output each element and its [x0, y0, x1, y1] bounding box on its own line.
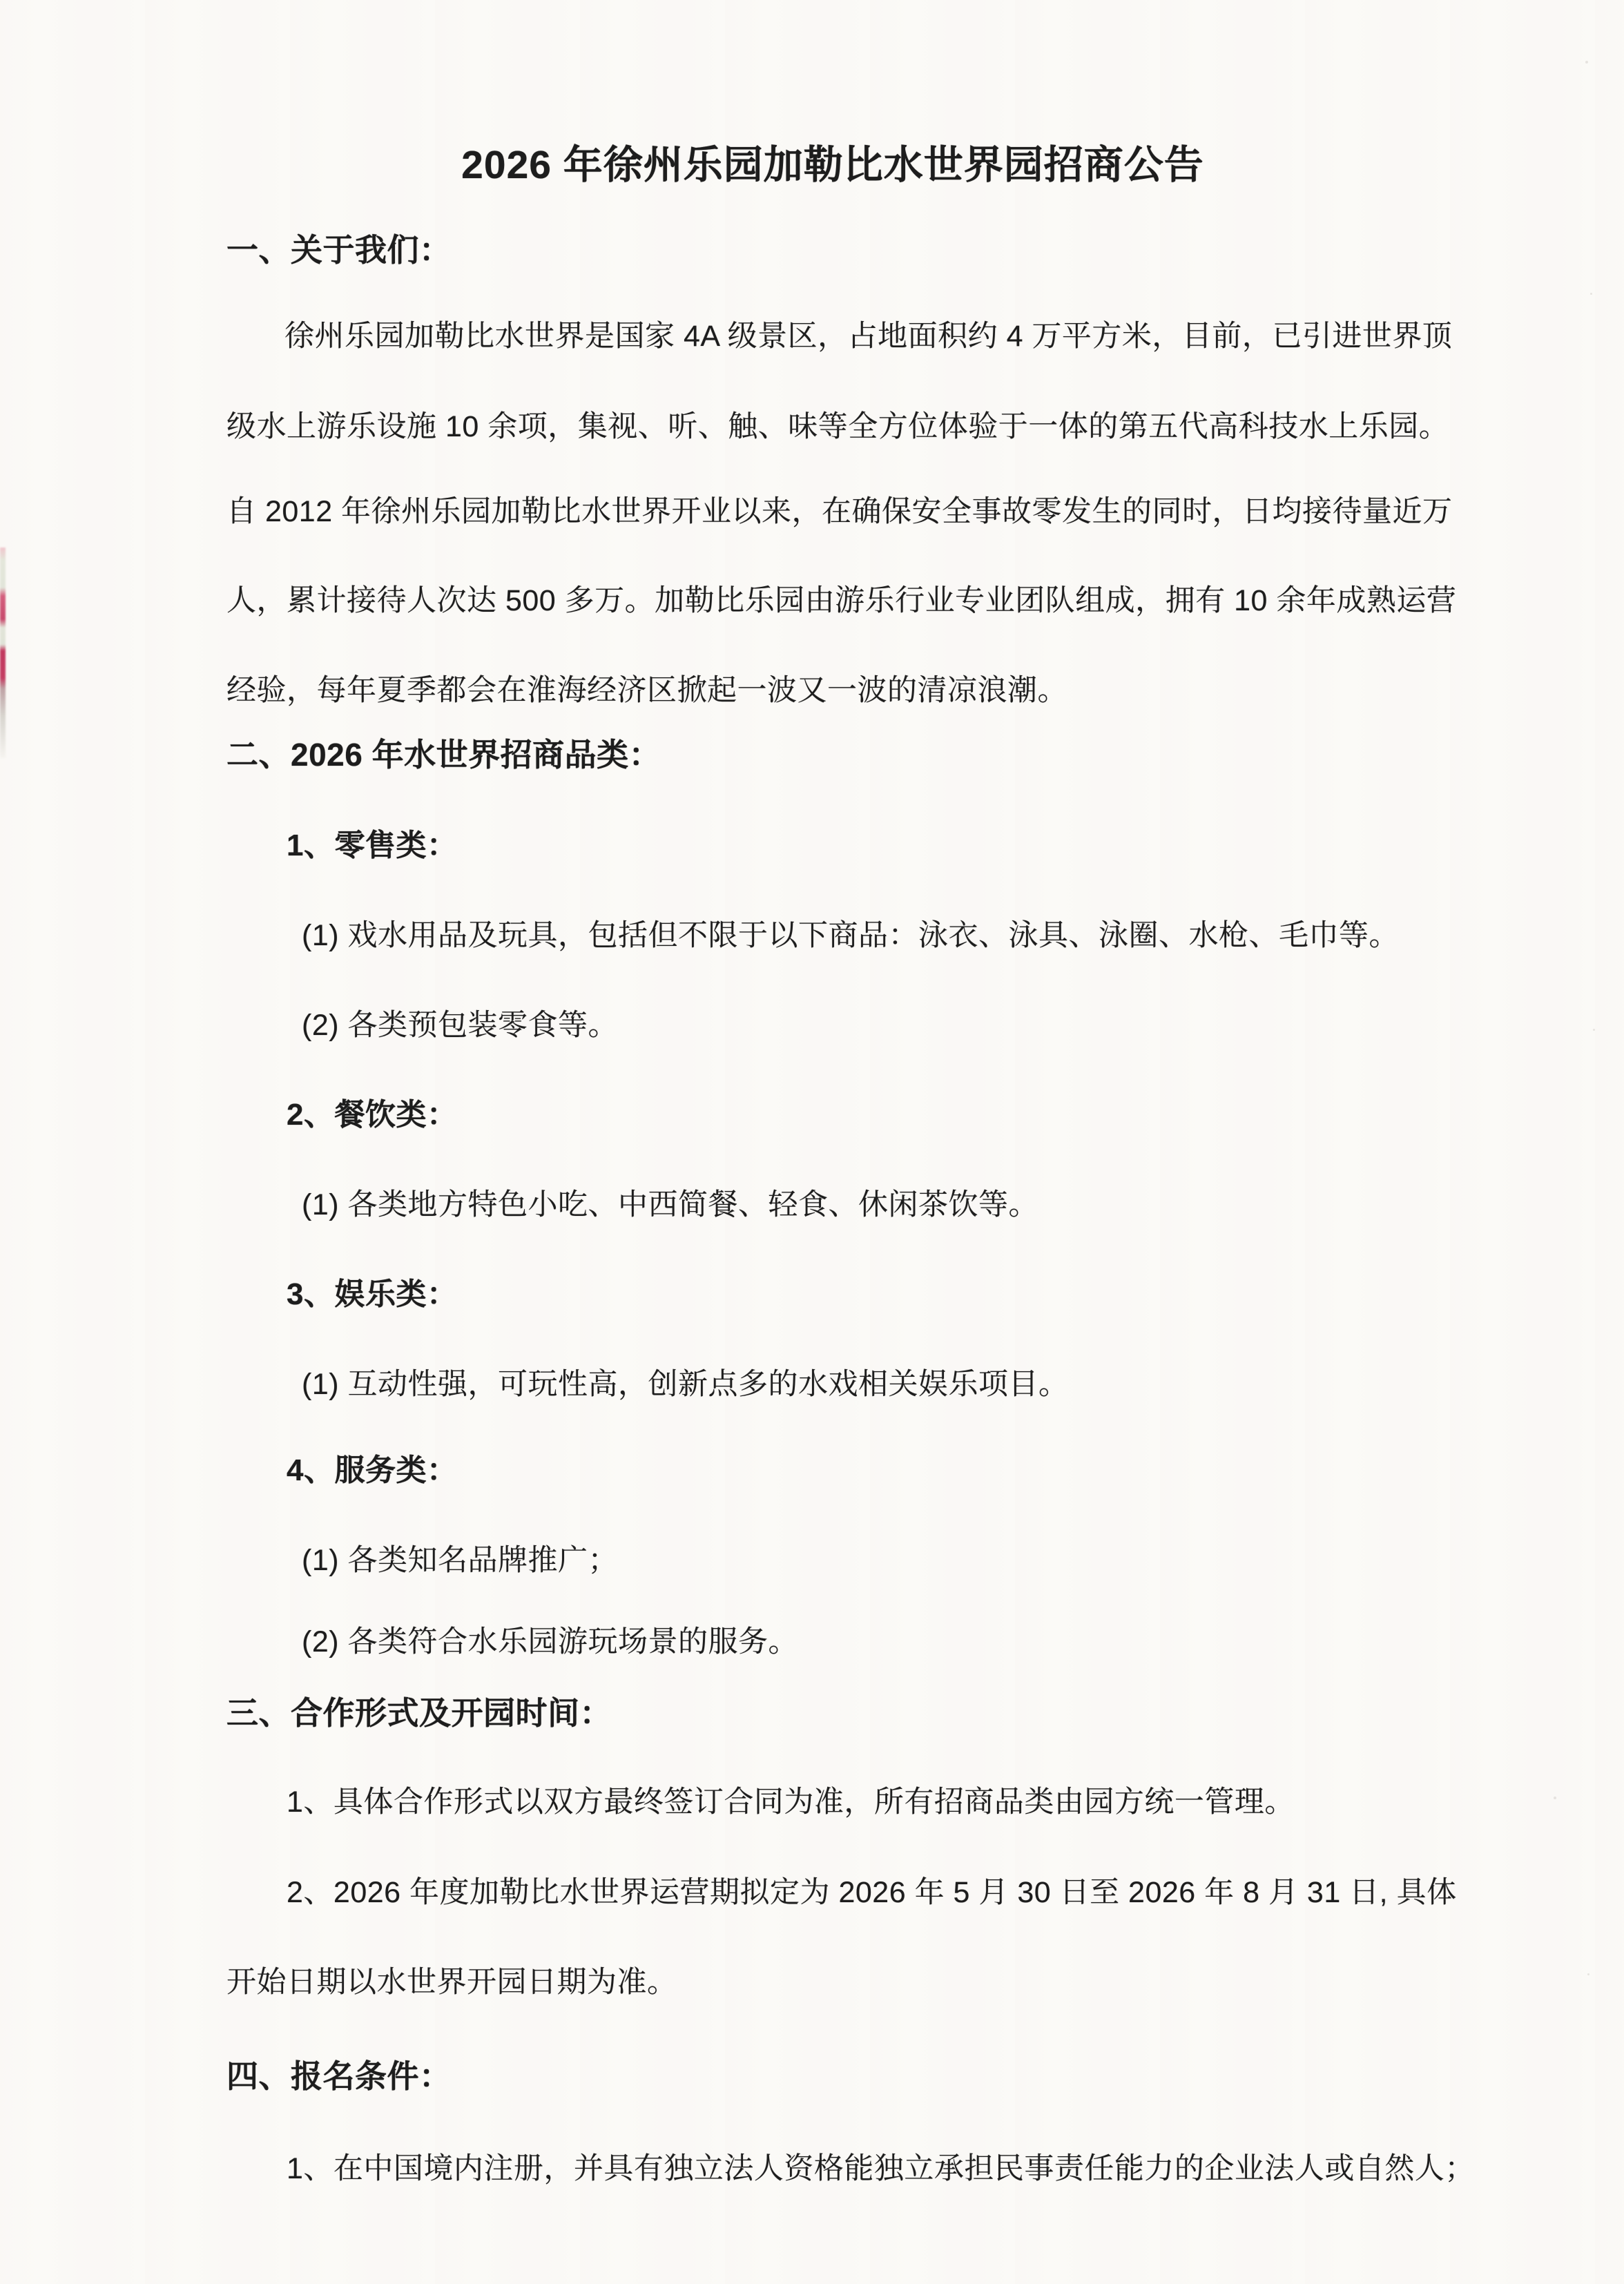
- category-subheading-service: 4、服务类：: [287, 1453, 458, 1487]
- category-subheading-entertainment: 3、娱乐类：: [287, 1277, 458, 1311]
- category-subheading-food: 2、餐饮类：: [287, 1098, 458, 1132]
- scan-speck: [1554, 1797, 1556, 1799]
- category-item: (1) 各类地方特色小吃、中西简餐、轻食、休闲茶饮等。: [302, 1188, 1038, 1221]
- category-subheading-retail: 1、零售类：: [287, 829, 458, 862]
- category-item: (1) 互动性强，可玩性高，创新点多的水戏相关娱乐项目。: [302, 1368, 1069, 1401]
- signup-item-line: 1、在中国境内注册，并具有独立法人资格能独立承担民事责任能力的企业法人或自然人；: [287, 2152, 1475, 2185]
- about-paragraph-line: 经验，每年夏季都会在淮海经济区掀起一波又一波的清凉浪潮。: [226, 674, 1067, 707]
- section-heading-cooperation: 三、合作形式及开园时间：: [226, 1695, 612, 1731]
- section-heading-categories: 二、2026 年水世界招商品类：: [226, 737, 661, 773]
- section-heading-about: 一、关于我们：: [226, 232, 452, 268]
- about-paragraph-line: 徐州乐园加勒比水世界是国家 4A 级景区，占地面积约 4 万平方米，目前，已引进世界顶: [284, 320, 1453, 353]
- scan-speck: [1593, 1029, 1595, 1031]
- cooperation-item-line: 开始日期以水世界开园日期为准。: [226, 1966, 677, 1999]
- category-item: (2) 各类符合水乐园游玩场景的服务。: [302, 1625, 798, 1658]
- category-item: (1) 各类知名品牌推广；: [302, 1544, 618, 1577]
- about-paragraph-line: 人，累计接待人次达 500 多万。加勒比乐园由游乐行业专业团队组成，拥有 10 余年成熟运营: [226, 584, 1457, 617]
- document-title: 2026 年徐州乐园加勒比水世界园招商公告: [461, 143, 1204, 187]
- scan-speck: [1587, 1973, 1589, 1975]
- scan-edge-marks: [0, 548, 6, 758]
- cooperation-item-line: 2、2026 年度加勒比水世界运营期拟定为 2026 年 5 月 30 日至 2026 年 8 月 31 日, 具体: [287, 1876, 1457, 1909]
- scan-speck: [1590, 293, 1592, 295]
- category-item: (2) 各类预包装零食等。: [302, 1009, 618, 1042]
- category-item: (1) 戏水用品及玩具，包括但不限于以下商品：泳衣、泳具、泳圈、水枪、毛巾等。: [302, 919, 1399, 952]
- about-paragraph-line: 级水上游乐设施 10 余项，集视、听、触、味等全方位体验于一体的第五代高科技水上乐园。: [226, 410, 1449, 443]
- section-heading-signup: 四、报名条件：: [226, 2058, 452, 2094]
- cooperation-item-line: 1、具体合作形式以双方最终签订合同为准，所有招商品类由园方统一管理。: [287, 1785, 1295, 1819]
- about-paragraph-line: 自 2012 年徐州乐园加勒比水世界开业以来，在确保安全事故零发生的同时，日均接待量近万: [226, 495, 1453, 528]
- scan-speck: [1585, 61, 1588, 64]
